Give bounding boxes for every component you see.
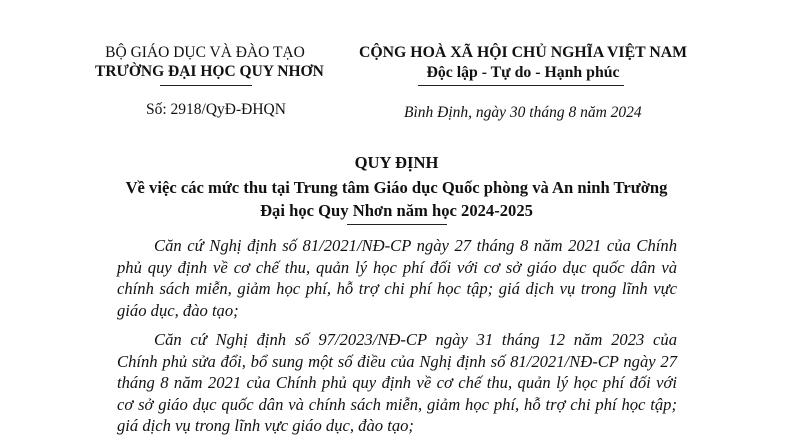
paragraph-line: Chính phủ sửa đổi, bổ sung một số điều của Nghị định số 81/2021/NĐ-CP ngày 27 <box>117 351 677 371</box>
republic-name: CỘNG HOÀ XÃ HỘI CHỦ NGHĨA VIỆT NAM <box>358 44 688 61</box>
ministry-name: BỘ GIÁO DỤC VÀ ĐÀO TẠO <box>105 44 305 61</box>
paragraph-line: cơ sở giáo dục quốc dân và chính sách miễn, giảm học phí, hỗ trợ chi phí học tập; <box>117 394 677 414</box>
document-subtitle-line-2: Đại học Quy Nhơn năm học 2024-2025 <box>260 201 533 220</box>
paragraph-line: tháng 8 năm 2021 của Chính phủ quy định về cơ chế thu, quản lý học phí đối với <box>117 373 677 392</box>
title-underline <box>347 224 447 225</box>
place-and-date: Bình Định, ngày 30 tháng 8 năm 2024 <box>404 104 642 121</box>
paragraph-line: Căn cứ Nghị định số 97/2023/NĐ-CP ngày 31 tháng 12 năm 2023 của <box>154 330 677 349</box>
paragraph-line: giáo dục, đào tạo; <box>117 300 239 320</box>
paragraph-line: Căn cứ Nghị định số 81/2021/NĐ-CP ngày 27 tháng 8 năm 2021 của Chính <box>154 236 677 255</box>
document-number: Số: 2918/QyĐ-ĐHQN <box>146 101 286 118</box>
university-underline <box>160 85 252 86</box>
paragraph-line: chính sách miễn, giảm học phí, hỗ trợ chi phí học tập; giá dịch vụ trong lĩnh vực <box>117 279 677 298</box>
paragraph-line: phủ quy định về cơ chế thu, quản lý học phí đối với cơ sở giáo dục quốc dân và <box>117 257 677 277</box>
university-name: TRƯỜNG ĐẠI HỌC QUY NHƠN <box>95 63 324 80</box>
document-subtitle-line-1: Về việc các mức thu tại Trung tâm Giáo dục Quốc phòng và An ninh Trường <box>125 178 668 197</box>
document-title: QUY ĐỊNH <box>354 153 439 172</box>
national-motto: Độc lập - Tự do - Hạnh phúc <box>426 64 620 81</box>
paragraph-legal-basis-2 <box>117 329 677 437</box>
motto-underline <box>418 85 624 86</box>
paragraph-line: giá dịch vụ trong lĩnh vực giáo dục, đào tạo; <box>117 416 414 435</box>
paragraph-legal-basis-1 <box>117 235 677 321</box>
